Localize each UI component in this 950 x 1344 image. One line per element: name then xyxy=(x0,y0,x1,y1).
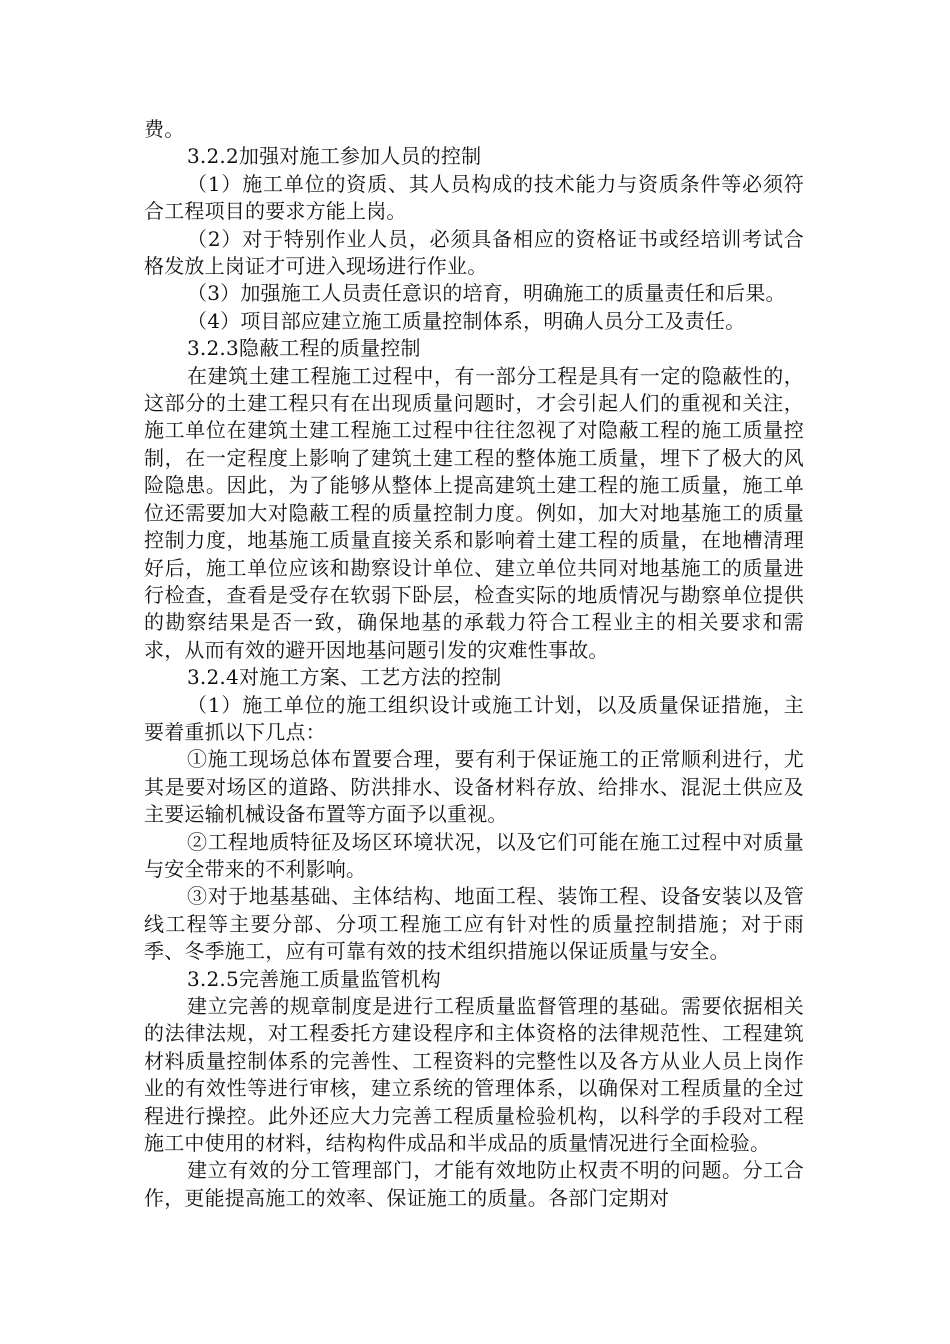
paragraph: ③对于地基基础、主体结构、地面工程、装饰工程、设备安装以及管线工程等主要分部、分项工程施工应有针对性的质量控制措施；对于雨季、冬季施工，应有可靠有效的技术组织措施以保证质量与安全。 xyxy=(144,884,804,964)
section-heading: 3.2.5完善施工质量监管机构 xyxy=(187,966,441,991)
paragraph: ②工程地质特征及场区环境状况，以及它们可能在施工过程中对质量与安全带来的不利影响。 xyxy=(144,829,804,881)
paragraph: （1）施工单位的施工组织设计或施工计划，以及质量保证措施，主要着重抓以下几点： xyxy=(144,692,804,744)
paragraph: （1）施工单位的资质、其人员构成的技术能力与资质条件等必须符合工程项目的要求方能上岗。 xyxy=(144,171,804,224)
paragraph: 建立有效的分工管理部门，才能有效地防止权责不明的问题。分工合作，更能提高施工的效率、保证施工的质量。各部门定期对 xyxy=(144,1158,804,1210)
paragraph: 费。 xyxy=(144,117,185,141)
paragraph: 在建筑土建工程施工过程中，有一部分工程是具有一定的隐蔽性的，这部分的土建工程只有在出现质量问题时，才会引起人们的重视和关注，施工单位在建筑土建工程施工过程中往往忽视了对隐蔽工程的施工质量控制，在一定程度上影响了建筑土建工程的整体施工质量，埋下了极大的风险隐患。因此，为了能够从整体上提高建筑土建工程的施工质量，施工单位还需要加大对隐蔽工程的质量控制力度。例如，加大对地基施工的质量控制力度，地基施工质量直接关系和影响着土建工程的质量，在地槽清理好后，施工单位应该和勘察设计单位、建立单位共同对地基施工的质量进行检查，查看是受存在软弱下卧层，检查实际的地质情况与勘察单位提供的勘察结果是否一致，确保地基的承载力符合工程业主的相关要求和需求，从而有效的避开因地基问题引发的灾难性事故。 xyxy=(144,363,804,662)
paragraph: 建立完善的规章制度是进行工程质量监督管理的基础。需要依据相关的法律法规，对工程委托方建设程序和主体资格的法律规范性、工程建筑材料质量控制体系的完善性、工程资料的完整性以及各方从业人员上岗作业的有效性等进行审核，建立系统的管理体系，以确保对工程质量的全过程进行操控。此外还应大力完善工程质量检验机构，以科学的手段对工程施工中使用的材料，结构构件成品和半成品的质量情况进行全面检验。 xyxy=(144,994,804,1156)
paragraph: （2）对于特别作业人员，必须具备相应的资格证书或经培训考试合格发放上岗证才可进入现场进行作业。 xyxy=(144,226,804,279)
section-heading: 3.2.3隐蔽工程的质量控制 xyxy=(187,336,421,361)
paragraph: （4）项目部应建立施工质量控制体系，明确人员分工及责任。 xyxy=(187,308,746,333)
paragraph: ①施工现场总体布置要合理，要有利于保证施工的正常顺利进行，尤其是要对场区的道路、防洪排水、设备材料存放、给排水、混泥土供应及主要运输机械设备布置等方面予以重视。 xyxy=(144,747,804,827)
section-heading: 3.2.4对施工方案、工艺方法的控制 xyxy=(187,665,502,690)
section-heading: 3.2.2加强对施工参加人员的控制 xyxy=(187,144,482,169)
paragraph: （3）加强施工人员责任意识的培育，明确施工的质量责任和后果。 xyxy=(187,281,786,306)
document-page xyxy=(144,116,804,1212)
